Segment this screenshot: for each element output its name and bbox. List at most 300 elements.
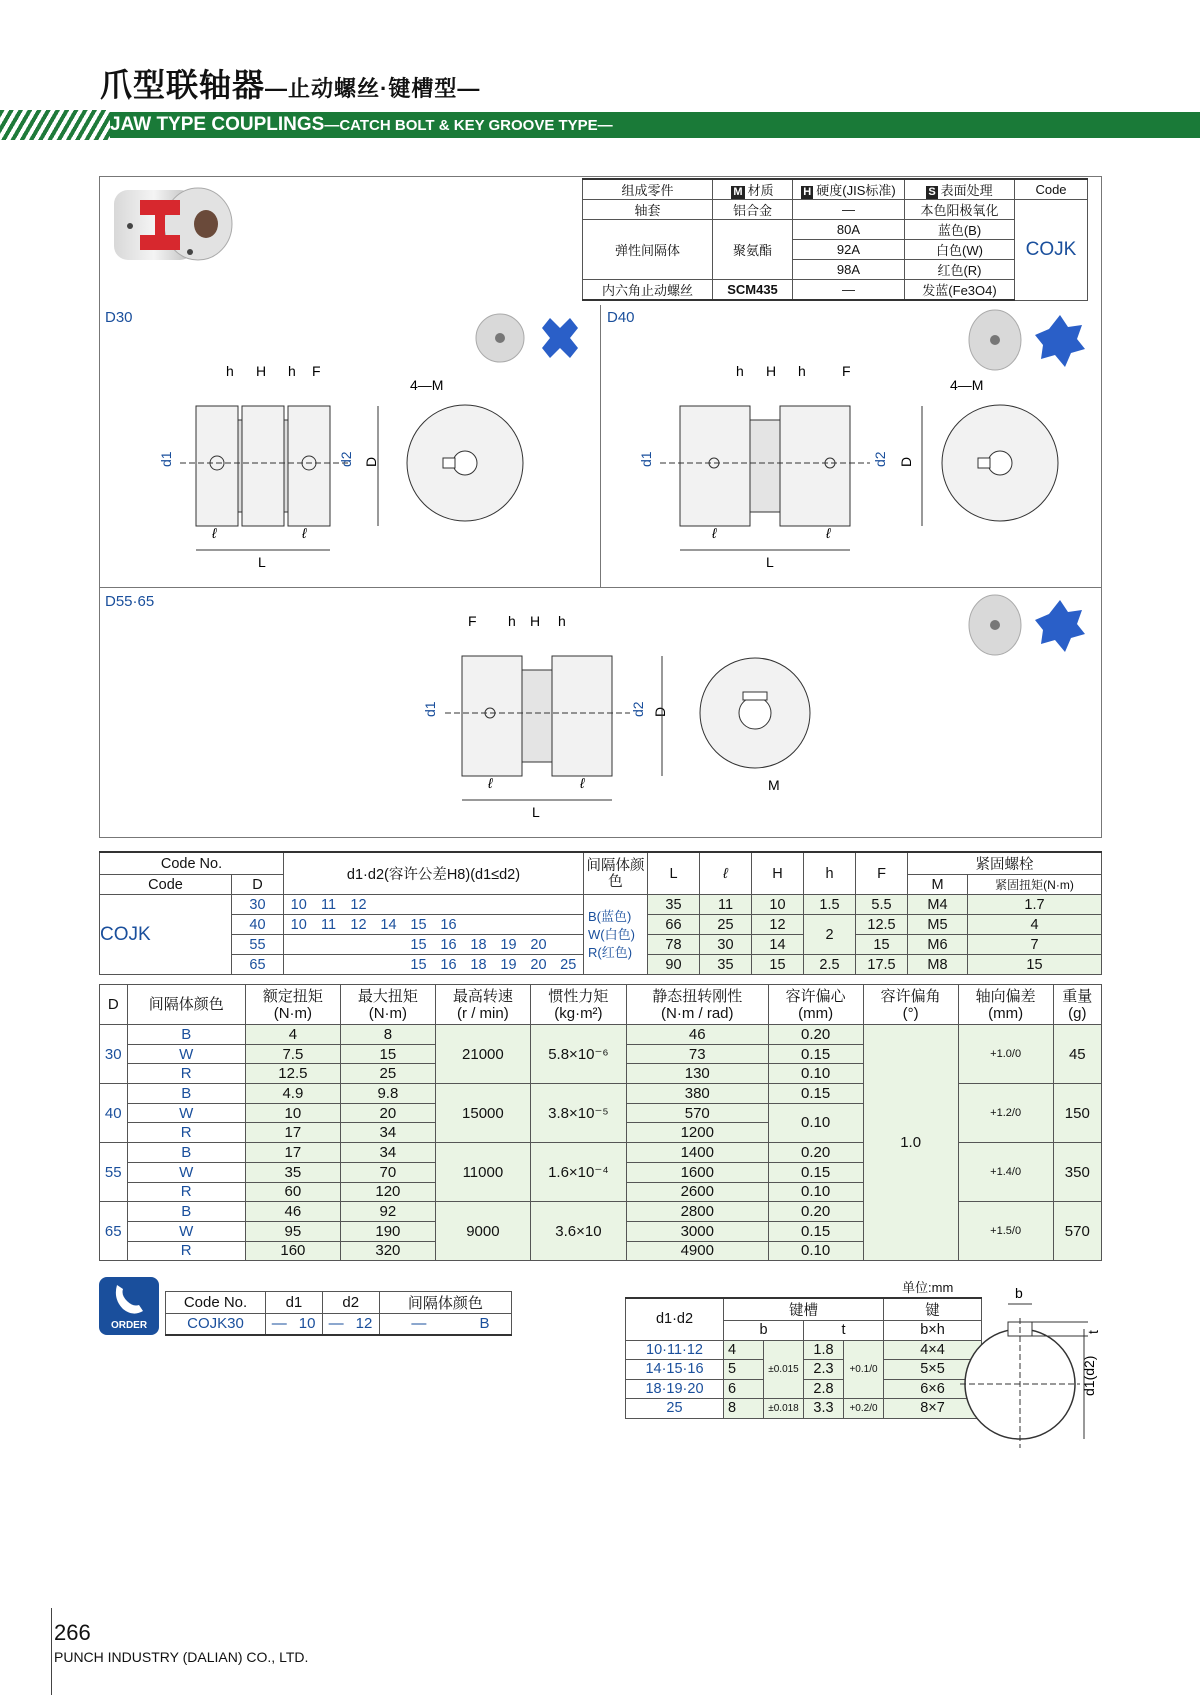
key-t: 1.8 xyxy=(804,1340,844,1360)
perf-stiffness: 1600 xyxy=(626,1162,768,1182)
perf-header: 间隔体颜色 xyxy=(127,985,245,1025)
perf-rated: 95 xyxy=(245,1221,340,1241)
diagram-d30 xyxy=(150,360,550,580)
spec-d-value: 10 xyxy=(284,915,314,935)
order-sep: — xyxy=(322,1314,349,1335)
spec-H: 12 xyxy=(752,915,804,935)
spec-d-value xyxy=(434,895,464,915)
spec-d-value: 18 xyxy=(464,955,494,975)
key-btol: ±0.015 xyxy=(764,1340,804,1399)
spec-h-D: D xyxy=(232,875,284,895)
phone-icon xyxy=(109,1281,149,1317)
order-d1: 10 xyxy=(292,1314,322,1335)
perf-spacer: R xyxy=(127,1182,245,1202)
spec-d-value xyxy=(554,935,584,955)
svg-text:ℓ: ℓ xyxy=(302,525,307,541)
spacer-photo-d30 xyxy=(470,308,590,368)
perf-weight: 570 xyxy=(1053,1202,1101,1261)
perf-speed: 15000 xyxy=(435,1084,530,1143)
diagram-d40 xyxy=(610,360,1090,580)
perf-ecc: 0.15 xyxy=(768,1221,863,1241)
key-d: 25 xyxy=(626,1399,724,1419)
perf-spacer: R xyxy=(127,1123,245,1143)
banner-stripes xyxy=(0,110,110,140)
svg-text:H: H xyxy=(256,363,267,379)
dim-t: t xyxy=(1085,1330,1101,1334)
mat-cell: 本色阳极氧化 xyxy=(905,200,1015,220)
perf-ecc: 0.15 xyxy=(768,1162,863,1182)
perf-ecc: 0.10 xyxy=(768,1241,863,1261)
order-h-code: Code No. xyxy=(166,1292,266,1314)
svg-text:F: F xyxy=(842,363,851,379)
spec-d-value xyxy=(374,935,404,955)
spec-L: 78 xyxy=(648,935,700,955)
key-row xyxy=(626,1360,982,1380)
spec-h-h: h xyxy=(804,852,856,895)
perf-stiffness: 1400 xyxy=(626,1143,768,1163)
order-badge: ORDER xyxy=(99,1277,159,1335)
mat-header-code: Code xyxy=(1015,179,1088,200)
frame-divider-v xyxy=(600,305,601,588)
perf-header: 轴向偏差 (mm) xyxy=(958,985,1053,1025)
svg-text:ℓ: ℓ xyxy=(712,525,717,541)
svg-text:d1: d1 xyxy=(638,451,654,467)
spec-d-value xyxy=(284,935,314,955)
perf-D: 65 xyxy=(100,1202,128,1261)
svg-text:h: h xyxy=(288,363,296,379)
perf-header: 容许偏角 (°) xyxy=(863,985,958,1025)
order-h-d1: d1 xyxy=(266,1292,323,1314)
spec-D: 65 xyxy=(232,955,284,975)
svg-text:ℓ: ℓ xyxy=(580,775,585,791)
perf-ecc: 0.20 xyxy=(768,1202,863,1222)
frame-divider-h xyxy=(99,587,1102,588)
spec-T: 4 xyxy=(968,915,1102,935)
key-row xyxy=(626,1399,982,1419)
mat-cell: 白色(W) xyxy=(905,240,1015,260)
mat-cell: 轴套 xyxy=(583,200,713,220)
key-bh: 6×6 xyxy=(884,1379,982,1399)
spec-code: COJK xyxy=(100,895,232,975)
key-h-key: 键 xyxy=(884,1298,982,1321)
spec-F: 5.5 xyxy=(856,895,908,915)
spec-d-value: 18 xyxy=(464,935,494,955)
materials-table xyxy=(582,178,1088,301)
diagram-label-d55: D55·65 xyxy=(105,593,155,610)
perf-header: D xyxy=(100,985,128,1025)
dim-d: d1(d2) xyxy=(1081,1355,1097,1396)
spec-d-value: 10 xyxy=(284,895,314,915)
perf-axial: +1.4/0 xyxy=(958,1143,1053,1202)
key-d: 10·11·12 xyxy=(626,1340,724,1360)
perf-weight: 150 xyxy=(1053,1084,1101,1143)
key-d: 14·15·16 xyxy=(626,1360,724,1380)
mat-code: COJK xyxy=(1015,200,1088,301)
spec-d-value: 20 xyxy=(524,935,554,955)
key-t: 3.3 xyxy=(804,1399,844,1419)
mat-cell: 铝合金 xyxy=(713,200,793,220)
spec-h-codeno: Code No. xyxy=(100,852,284,875)
product-photo xyxy=(110,180,240,270)
perf-rated: 4 xyxy=(245,1025,340,1045)
spec-d-value xyxy=(284,955,314,975)
d55-m-label: M xyxy=(768,777,780,793)
perf-stiffness: 1200 xyxy=(626,1123,768,1143)
spec-d-value: 15 xyxy=(404,955,434,975)
perf-row xyxy=(100,1025,1102,1045)
perf-axial: +1.0/0 xyxy=(958,1025,1053,1084)
spec-d-value xyxy=(554,915,584,935)
perf-speed: 9000 xyxy=(435,1202,530,1261)
key-b: 6 xyxy=(724,1379,764,1399)
order-sep: — xyxy=(379,1314,458,1335)
perf-header: 最高转速 (r / min) xyxy=(435,985,530,1025)
spacer-photo-d40 xyxy=(965,305,1090,375)
perf-spacer: W xyxy=(127,1103,245,1123)
perf-rated: 4.9 xyxy=(245,1084,340,1104)
key-ttol: +0.2/0 xyxy=(844,1399,884,1419)
perf-max: 120 xyxy=(340,1182,435,1202)
svg-text:L: L xyxy=(532,804,540,820)
mat-cell: 98A xyxy=(793,260,905,280)
perf-rated: 160 xyxy=(245,1241,340,1261)
key-ttol: +0.1/0 xyxy=(844,1340,884,1399)
spec-h-torque: 紧固扭矩(N·m) xyxy=(968,875,1102,895)
perf-ecc: 0.15 xyxy=(768,1084,863,1104)
perf-rated: 35 xyxy=(245,1162,340,1182)
spec-d-value xyxy=(344,955,374,975)
mat-cell: 92A xyxy=(793,240,905,260)
spec-h: 2.5 xyxy=(804,955,856,975)
key-unit: 单位:mm xyxy=(902,1280,954,1295)
page-title: 爪型联轴器—止动螺丝·键槽型— xyxy=(100,67,481,103)
perf-ecc: 0.10 xyxy=(768,1064,863,1084)
perf-stiffness: 380 xyxy=(626,1084,768,1104)
spec-M: M6 xyxy=(908,935,968,955)
spec-l: 11 xyxy=(700,895,752,915)
spec-d-value xyxy=(314,935,344,955)
perf-inertia: 5.8×10⁻⁶ xyxy=(530,1025,626,1084)
spec-h: 2 xyxy=(804,915,856,955)
perf-weight: 45 xyxy=(1053,1025,1101,1084)
spec-T: 1.7 xyxy=(968,895,1102,915)
svg-text:d1: d1 xyxy=(422,701,438,717)
key-table xyxy=(625,1297,982,1419)
diagram-label-d30: D30 xyxy=(105,309,133,326)
key-b: 8 xyxy=(724,1399,764,1419)
perf-D: 30 xyxy=(100,1025,128,1084)
perf-spacer: R xyxy=(127,1064,245,1084)
spec-d-value xyxy=(494,895,524,915)
mat-header-surface: S 表面处理 xyxy=(905,179,1015,200)
spec-F: 17.5 xyxy=(856,955,908,975)
key-b: 4 xyxy=(724,1340,764,1360)
spec-F: 15 xyxy=(856,935,908,955)
perf-spacer: W xyxy=(127,1221,245,1241)
svg-text:D: D xyxy=(898,456,914,467)
perf-max: 8 xyxy=(340,1025,435,1045)
mat-cell: — xyxy=(793,200,905,220)
svg-text:ℓ: ℓ xyxy=(212,525,217,541)
mat-cell: 80A xyxy=(793,220,905,240)
spec-H: 15 xyxy=(752,955,804,975)
key-t: 2.3 xyxy=(804,1360,844,1380)
spec-h-bolt: 紧固螺栓 xyxy=(908,852,1102,875)
perf-stiffness: 4900 xyxy=(626,1241,768,1261)
spec-d-value: 11 xyxy=(314,915,344,935)
key-h-groove: 键槽 xyxy=(724,1298,884,1321)
perf-stiffness: 130 xyxy=(626,1064,768,1084)
diagram-label-d40: D40 xyxy=(607,309,635,326)
spec-L: 90 xyxy=(648,955,700,975)
spec-row xyxy=(100,895,1102,915)
perf-rated: 46 xyxy=(245,1202,340,1222)
spec-d-value: 12 xyxy=(344,895,374,915)
spec-T: 7 xyxy=(968,935,1102,955)
perf-inertia: 3.6×10 xyxy=(530,1202,626,1261)
key-t: 2.8 xyxy=(804,1379,844,1399)
order-h-spacer: 间隔体颜色 xyxy=(379,1292,511,1314)
perf-ecc: 0.20 xyxy=(768,1143,863,1163)
perf-spacer: R xyxy=(127,1241,245,1261)
spec-d-value xyxy=(374,955,404,975)
perf-spacer: B xyxy=(127,1202,245,1222)
perf-header: 最大扭矩 (N·m) xyxy=(340,985,435,1025)
perf-max: 320 xyxy=(340,1241,435,1261)
perf-ecc: 0.10 xyxy=(768,1182,863,1202)
svg-text:4—M: 4—M xyxy=(410,377,444,393)
perf-max: 9.8 xyxy=(340,1084,435,1104)
perf-speed: 11000 xyxy=(435,1143,530,1202)
key-row xyxy=(626,1379,982,1399)
perf-max: 15 xyxy=(340,1044,435,1064)
perf-stiffness: 2800 xyxy=(626,1202,768,1222)
perf-rated: 60 xyxy=(245,1182,340,1202)
spec-l: 35 xyxy=(700,955,752,975)
svg-text:F: F xyxy=(468,613,477,629)
perf-spacer: W xyxy=(127,1044,245,1064)
diagram-d55 xyxy=(410,610,830,830)
banner-bar: JAW TYPE COUPLINGS—CATCH BOLT & KEY GROOVE TYPE— xyxy=(110,112,1200,138)
order-h-d2: d2 xyxy=(322,1292,379,1314)
perf-rated: 10 xyxy=(245,1103,340,1123)
spec-H: 14 xyxy=(752,935,804,955)
mat-cell: 发蓝(Fe3O4) xyxy=(905,280,1015,301)
spec-spacers: B(蓝色) W(白色) R(红色) xyxy=(584,895,648,975)
perf-axial: +1.5/0 xyxy=(958,1202,1053,1261)
spec-D: 55 xyxy=(232,935,284,955)
spec-table xyxy=(99,851,1102,975)
spec-d-value xyxy=(554,895,584,915)
spec-h-l: ℓ xyxy=(700,852,752,895)
spec-D: 30 xyxy=(232,895,284,915)
perf-rated: 17 xyxy=(245,1123,340,1143)
spec-l: 25 xyxy=(700,915,752,935)
key-bh: 5×5 xyxy=(884,1360,982,1380)
perf-max: 25 xyxy=(340,1064,435,1084)
perf-rated: 17 xyxy=(245,1143,340,1163)
spec-h-d: d1·d2(容许公差H8)(d1≤d2) xyxy=(284,852,584,895)
spec-d-value xyxy=(464,915,494,935)
perf-header: 重量 (g) xyxy=(1053,985,1101,1025)
spec-d-value: 16 xyxy=(434,935,464,955)
perf-spacer: B xyxy=(127,1025,245,1045)
spec-d-value: 16 xyxy=(434,955,464,975)
spec-d-value: 25 xyxy=(554,955,584,975)
key-bh: 4×4 xyxy=(884,1340,982,1360)
company-name: PUNCH INDUSTRY (DALIAN) CO., LTD. xyxy=(54,1649,309,1665)
spec-d-value: 20 xyxy=(524,955,554,975)
spec-d-value xyxy=(524,895,554,915)
perf-stiffness: 570 xyxy=(626,1103,768,1123)
spec-d-value xyxy=(404,895,434,915)
spec-h-L: L xyxy=(648,852,700,895)
spec-h: 1.5 xyxy=(804,895,856,915)
spec-d-value xyxy=(464,895,494,915)
mat-cell: 弹性间隔体 xyxy=(583,220,713,280)
perf-ecc: 0.20 xyxy=(768,1025,863,1045)
spec-F: 12.5 xyxy=(856,915,908,935)
spec-M: M5 xyxy=(908,915,968,935)
performance-table xyxy=(99,984,1102,1261)
perf-max: 92 xyxy=(340,1202,435,1222)
key-h-b: b xyxy=(724,1321,804,1341)
svg-text:ℓ: ℓ xyxy=(488,775,493,791)
perf-axial: +1.2/0 xyxy=(958,1084,1053,1143)
svg-text:F: F xyxy=(312,363,321,379)
spec-L: 35 xyxy=(648,895,700,915)
mat-cell: SCM435 xyxy=(713,280,793,301)
mat-cell: 内六角止动螺丝 xyxy=(583,280,713,301)
spacer-photo-d55 xyxy=(965,590,1090,660)
spec-h-spacer: 间隔体颜色 xyxy=(584,852,648,895)
spec-d-value: 15 xyxy=(404,915,434,935)
spec-h-H: H xyxy=(752,852,804,895)
key-h-t: t xyxy=(804,1321,884,1341)
order-example-table xyxy=(165,1291,512,1336)
key-h-bh: b×h xyxy=(884,1321,982,1341)
perf-stiffness: 46 xyxy=(626,1025,768,1045)
perf-max: 70 xyxy=(340,1162,435,1182)
svg-text:L: L xyxy=(766,554,774,570)
perf-D: 55 xyxy=(100,1143,128,1202)
spec-d-value: 14 xyxy=(374,915,404,935)
svg-text:H: H xyxy=(530,613,541,629)
key-b: 5 xyxy=(724,1360,764,1380)
order-d2: 12 xyxy=(349,1314,379,1335)
perf-weight: 350 xyxy=(1053,1143,1101,1202)
perf-header: 容许偏心 (mm) xyxy=(768,985,863,1025)
spec-h-F: F xyxy=(856,852,908,895)
mat-cell: 蓝色(B) xyxy=(905,220,1015,240)
spec-H: 10 xyxy=(752,895,804,915)
mat-cell: 聚氨酯 xyxy=(713,220,793,280)
spec-M: M4 xyxy=(908,895,968,915)
title-banner xyxy=(0,110,1200,140)
spec-d-value: 16 xyxy=(434,915,464,935)
svg-text:d2: d2 xyxy=(630,701,646,717)
svg-text:H: H xyxy=(766,363,777,379)
svg-text:d2: d2 xyxy=(872,451,888,467)
key-row xyxy=(626,1340,982,1360)
svg-text:D: D xyxy=(652,706,668,717)
perf-spacer: W xyxy=(127,1162,245,1182)
footer-rule xyxy=(51,1608,52,1695)
order-code: COJK30 xyxy=(166,1314,266,1335)
perf-max: 34 xyxy=(340,1143,435,1163)
svg-text:L: L xyxy=(258,554,266,570)
spec-d-value xyxy=(314,955,344,975)
spec-h-M: M xyxy=(908,875,968,895)
svg-text:h: h xyxy=(508,613,516,629)
spec-d-value: 15 xyxy=(404,935,434,955)
key-h-d: d1·d2 xyxy=(626,1298,724,1340)
perf-rated: 7.5 xyxy=(245,1044,340,1064)
perf-header: 静态扭转刚性 (N·m / rad) xyxy=(626,985,768,1025)
perf-D: 40 xyxy=(100,1084,128,1143)
spec-d-value: 12 xyxy=(344,915,374,935)
spec-T: 15 xyxy=(968,955,1102,975)
order-sep: — xyxy=(266,1314,293,1335)
svg-text:h: h xyxy=(226,363,234,379)
svg-text:ℓ: ℓ xyxy=(826,525,831,541)
svg-text:d1: d1 xyxy=(158,451,174,467)
mat-cell: — xyxy=(793,280,905,301)
spec-D: 40 xyxy=(232,915,284,935)
page-number: 266 xyxy=(54,1620,91,1645)
order-spacer: B xyxy=(458,1314,512,1335)
spec-d-value: 11 xyxy=(314,895,344,915)
perf-stiffness: 73 xyxy=(626,1044,768,1064)
spec-d-value: 19 xyxy=(494,935,524,955)
perf-angle: 1.0 xyxy=(863,1025,958,1261)
spec-h-code: Code xyxy=(100,875,232,895)
mat-header-material: M 材质 xyxy=(713,179,793,200)
spec-d-value xyxy=(524,915,554,935)
spec-d-value: 19 xyxy=(494,955,524,975)
mat-header-hardness: H 硬度(JIS标准) xyxy=(793,179,905,200)
perf-max: 34 xyxy=(340,1123,435,1143)
perf-stiffness: 3000 xyxy=(626,1221,768,1241)
perf-max: 20 xyxy=(340,1103,435,1123)
perf-max: 190 xyxy=(340,1221,435,1241)
key-bh: 8×7 xyxy=(884,1399,982,1419)
mat-cell: 红色(R) xyxy=(905,260,1015,280)
svg-text:h: h xyxy=(558,613,566,629)
perf-rated: 12.5 xyxy=(245,1064,340,1084)
dim-b: b xyxy=(1015,1285,1023,1301)
perf-ecc: 0.15 xyxy=(768,1044,863,1064)
svg-text:d2: d2 xyxy=(338,451,354,467)
perf-spacer: B xyxy=(127,1143,245,1163)
spec-l: 30 xyxy=(700,935,752,955)
key-d: 18·19·20 xyxy=(626,1379,724,1399)
spec-d-value xyxy=(374,895,404,915)
svg-text:h: h xyxy=(736,363,744,379)
spec-M: M8 xyxy=(908,955,968,975)
perf-stiffness: 2600 xyxy=(626,1182,768,1202)
perf-header: 额定扭矩 (N·m) xyxy=(245,985,340,1025)
mat-header-part: 组成零件 xyxy=(583,179,713,200)
spec-d-value xyxy=(494,915,524,935)
perf-inertia: 1.6×10⁻⁴ xyxy=(530,1143,626,1202)
spec-L: 66 xyxy=(648,915,700,935)
perf-spacer: B xyxy=(127,1084,245,1104)
svg-text:D: D xyxy=(363,456,379,467)
perf-header: 惯性力矩 (kg·m²) xyxy=(530,985,626,1025)
perf-ecc: 0.10 xyxy=(768,1103,863,1142)
perf-inertia: 3.8×10⁻⁵ xyxy=(530,1084,626,1143)
